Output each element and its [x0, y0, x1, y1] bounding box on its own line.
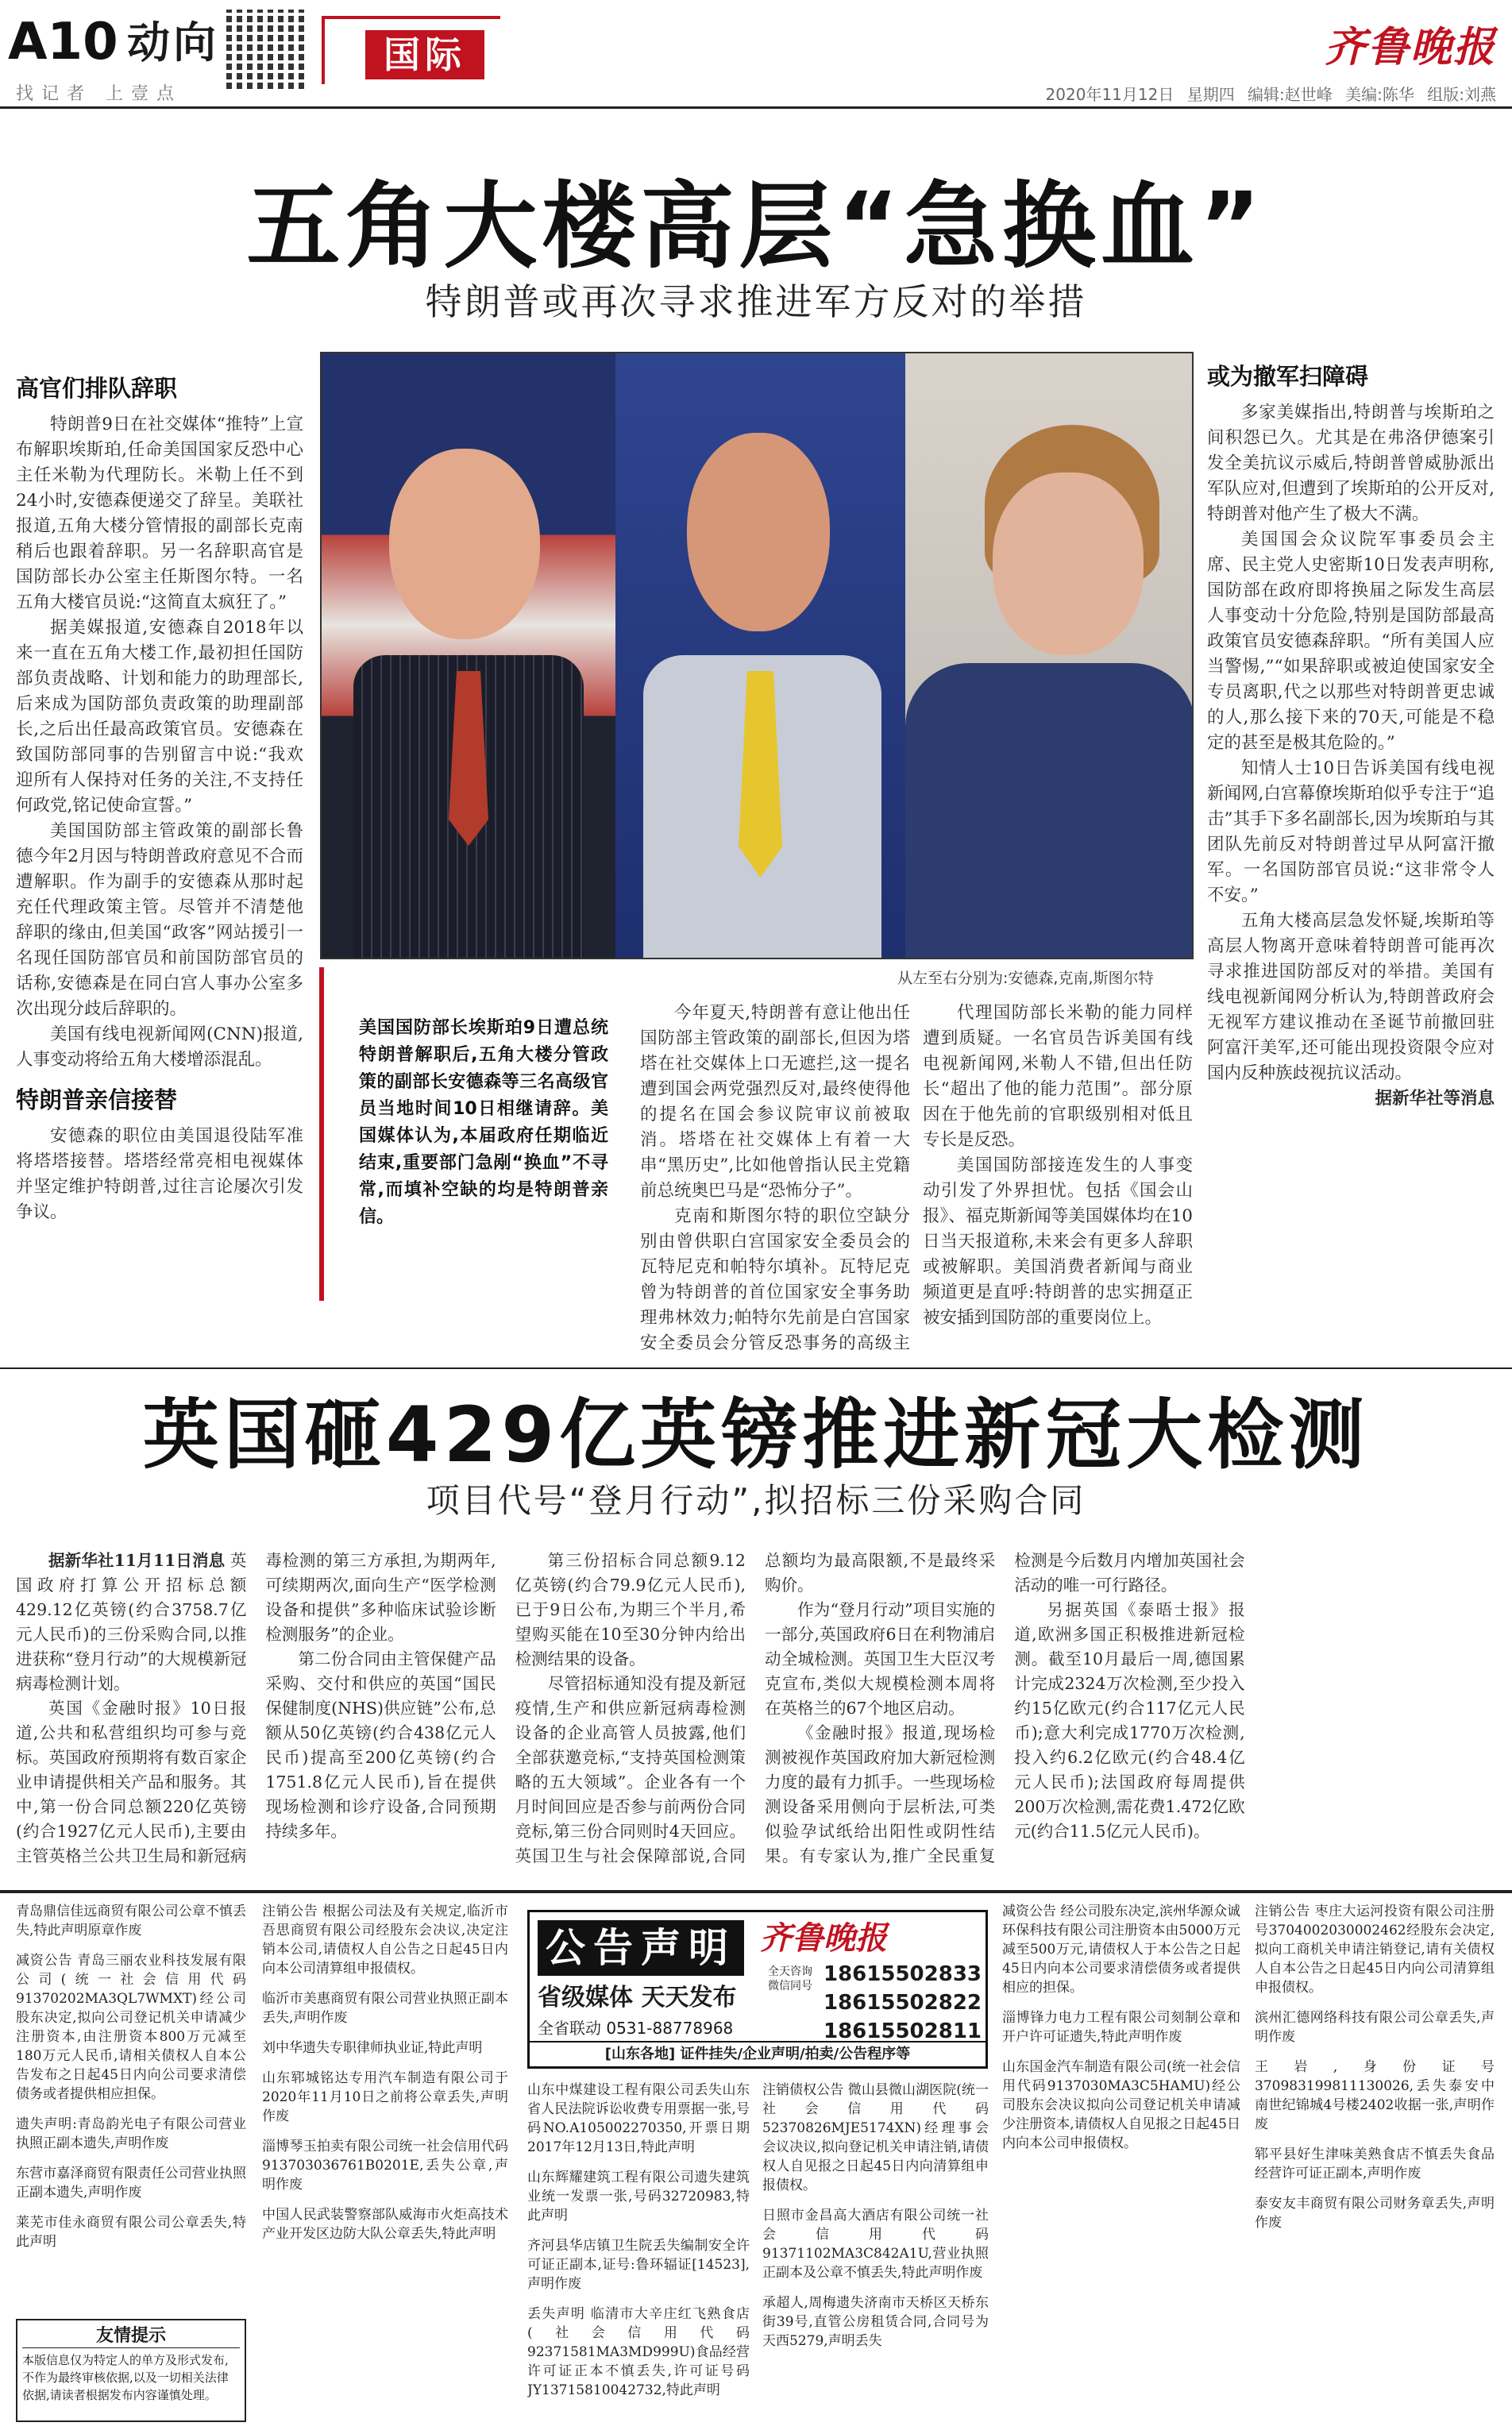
classified-ad: 淄博锋力电力工程有限公司刻制公章和开户许可证遗失,特此声明作废: [1002, 2010, 1240, 2045]
ads-col1: [16, 1902, 246, 2307]
article1-col5: [1207, 349, 1495, 1358]
paragraph: 今年夏天,特朗普有意让他出任国防部主管政策的副部长,但因为塔塔在社交媒体上口无遮拦,这一提名遭到国会两党强烈反对,最终使得他的提名在国会参议院审议前被取消。塔塔在社交媒体上有着一大串“黑历史”,比如他曾指认民主党籍前总统奥巴马是“恐怖分子”。: [640, 1003, 910, 1201]
paragraph: 代理国防部长米勒的能力同样遭到质疑。一名官员告诉美国有线电视新闻网,米勒人不错,但出任防长“超出了他的能力范围”。部分原因在于他先前的官职级别相对低且专长是反恐。: [923, 1003, 1193, 1150]
phone-number: 18615502811: [824, 2019, 982, 2043]
summary-box: 美国国防部长埃斯珀9日遭总统特朗普解职后,五角大楼分管政策的副部长安德森等三名高级官员当地时间10日相继请辞。美国媒体认为,本届政府任期临近结束,重要部门急剐“换血”不寻常,而填补空缺的均是特朗普亲信。: [319, 967, 621, 1301]
header-subline: 找记者 上壹点: [16, 84, 182, 104]
newspaper-logo: 齐鲁晚报: [1324, 23, 1496, 71]
article2-lead: 据新华社11月11日消息: [48, 1551, 226, 1570]
section-title: 动向: [127, 17, 219, 68]
face-icon: [687, 433, 830, 631]
ads-col6: [1255, 1902, 1495, 2418]
paragraph: 五角大楼高层急发怀疑,埃斯珀等高层人物离开意味着特朗普可能再次寻求推进国防部反对的举措。美国有线电视新闻网分析认为,特朗普政府会无视军方建议推动在圣诞节前撤回驻阿富汗美军,还可能出现投资限令应对国内反种族歧视抗议活动。: [1207, 911, 1495, 1083]
ads-slogan: 省级媒体 天天发布: [538, 1984, 737, 2012]
classified-ad: 泰安友丰商贸有限公司财务章丢失,声明作废: [1255, 2196, 1495, 2231]
photo-anderson: [322, 353, 615, 958]
tips-box: [16, 2319, 246, 2422]
paragraph: 知情人士10日告诉美国有线电视新闻网,白宫幕僚埃斯珀似乎专注于“追击”其手下多名副部长,因为埃斯珀与其团队先前反对特朗普过早从阿富汗撤军。一名国防部官员说:“这非常令人不安。”: [1207, 758, 1495, 905]
article-divider: [0, 1367, 1512, 1369]
classified-ad: 王岩,身份证号370983199811130026,丢失泰安中南世纪锦城4号楼2402收据一张,声明作废: [1255, 2059, 1495, 2132]
classified-ad: 承超人,周梅遗失济南市天桥区天桥东街39号,直管公房租赁合同,合同号为天西5279,声明丢失: [762, 2295, 989, 2349]
face-icon: [389, 449, 540, 639]
paragraph: 据美媒报道,安德森自2018年以来一直在五角大楼工作,最初担任国防部负责战略、计划和能力的助理部长,后来成为国防部负责政策的助理副部长,之后出任最高政策官员。安德森在致国防部同事的告别留言中说:“我欢迎所有人保持对任务的关注,不支持任何政党,铭记使命宣誓。”: [16, 618, 303, 816]
article1-subhead1: 高官们排队辞职: [16, 375, 178, 402]
ads-title: 公告声明: [538, 1920, 744, 1976]
article1-col3: [640, 1001, 910, 1358]
classified-ad: 山东国金汽车制造有限公司(统一社会信用代码9137030MA3C5HAMU)经公司股东会决议拟向公司登记机关申请减少注册资本,请债权人自见报之日起45日内向本公司申报债权。: [1002, 2059, 1240, 2151]
header-rule: [0, 106, 1512, 109]
classified-ad: 山东辉耀建筑工程有限公司遗失建筑业统一发票一张,号码32720983,特此声明: [527, 2170, 750, 2224]
phone-number: 18615502822: [824, 1991, 982, 2015]
paragraph: 美国国防部主管政策的副部长鲁德今年2月因与特朗普政府意见不合而遭解职。作为副手的安德森从那时起充任代理政策主管。尽管并不清楚他辞职的缘由,但美国“政客”网站援引一名现任国防部官员和前国防部官员的话称,安德森是在同白宫人事办公室多次出现分歧后辞职的。: [16, 821, 303, 1019]
phone-number: 18615502833: [824, 1962, 982, 1986]
ads-logo: 齐鲁晚报: [760, 1919, 887, 1957]
ads-contact: 全省联动 0531-88778968: [538, 2019, 734, 2038]
header-meta: 2020年11月12日 星期四 编辑:赵世峰 美编:陈华 组版:刘燕: [1045, 85, 1496, 104]
classified-ad: 减资公告 经公司股东决定,滨州华源众诚环保科技有限公司注册资本由5000万元减至500万元,请债权人于本公告之日起45日内向本公司要求清偿债务或者提供相应的担保。: [1002, 1904, 1240, 1996]
photo-cohen: [615, 353, 905, 958]
ads-col2: [262, 1902, 508, 2418]
paragraph: 美国有线电视新闻网(CNN)报道,人事变动将给五角大楼增添混乱。: [16, 1024, 303, 1070]
ads-categories: [山东各地] 证件挂失/企业声明/拍卖/公告程序等: [530, 2041, 986, 2066]
paragraph: 第二份合同由主管保健产品采购、交付和供应的英国“国民保健制度(NHS)供应链”公布,总额从50亿英镑(约合438亿元人民币)提高至200亿英镑(约合1751.8亿元人民币),旨在提供现场检测和诊疗设备,合同预期持续多年。: [265, 1649, 496, 1841]
tips-title: 友情提示: [22, 2325, 240, 2348]
section-tag: 国际: [365, 30, 484, 79]
classified-ad: 青岛鼎信佳远商贸有限公司公章不慎丢失,特此声明原章作废: [16, 1904, 246, 1938]
classified-ad: 注销公告 根据公司法及有关规定,临沂市吾思商贸有限公司经股东会决议,决定注销本公司,请债权人自公告之日起45日内向本公司清算组申报债权。: [262, 1904, 508, 1977]
article1-subtitle: 特朗普或再次寻求推进军方反对的举措: [425, 280, 1087, 323]
classified-ad: 莱芜市佳永商贸有限公司公章丢失,特此声明: [16, 2215, 246, 2250]
officials-photo: [320, 352, 1194, 959]
photo-stewart: [905, 353, 1194, 958]
classified-ad: 东营市嘉泽商贸有限责任公司营业执照正副本遗失,声明作废: [16, 2166, 246, 2201]
article1-col1: [16, 361, 303, 1358]
classified-ad: 遗失声明:青岛韵光电子有限公司营业执照正副本遗失,声明作废: [16, 2116, 246, 2151]
classified-ad: 中国人民武装警察部队威海市火炬高技术产业开发区边防大队公章丢失,特此声明: [262, 2207, 508, 2242]
classified-ad: 临沂市美惠商贸有限公司营业执照正副本丢失,声明作废: [262, 1991, 508, 2026]
classified-ad: 淄博琴玉拍卖有限公司统一社会信用代码913703036761B0201E,丢失公章,声明作废: [262, 2139, 508, 2193]
ads-col5: [1002, 1902, 1240, 2418]
paragraph: 英国政府打算公开招标总额429.12亿英镑(约合3758.7亿元人民币)的三份采购合同,以推进获称“登月行动”的大规模新冠病毒检测计划。: [16, 1551, 247, 1693]
photo-caption: 从左至右分别为:安德森,克南,斯图尔特: [897, 970, 1154, 987]
classified-ad: 丢失声明 临清市大辛庄红飞熟食店(社会信用代码92371581MA3MD999U)食品经营许可证正本不慎丢失,许可证号码JY13715810042732,特此声明: [527, 2306, 750, 2398]
paragraph: 特朗普9日在社交媒体“推特”上宣布解职埃斯珀,任命美国国家反恐中心主任米勒为代理防长。米勒上任不到24小时,安德森便递交了辞呈。美联社报道,五角大楼分管情报的副部长克南稍后也跟着辞职。另一名辞职高官是国防部长办公室主任斯图尔特。一名五角大楼官员说:“这简直太疯狂了。”: [16, 415, 303, 612]
article1-headline: 五角大楼高层“急换血”: [246, 172, 1266, 281]
classified-ad: 减资公告 青岛三丽农业科技发展有限公司(统一社会信用代码91370202MA3QL7WMXT)经公司股东决定,拟向公司登记机关申请减少注册资本,由注册资本800万元减至180万元人民币,请相关债权人自本公告发布之日起45日内向公司要求清偿债务或者提供相应担保。: [16, 1953, 246, 2102]
classified-ad: 山东郓城铭达专用汽车制造有限公司于2020年11月10日之前将公章丢失,声明作废: [262, 2070, 508, 2124]
page-number: A10: [8, 13, 118, 71]
paragraph: 英国《金融时报》10日报道,公共和私营组织均可参与竞标。英国政府预期将有数百家企业申请提供相关产品和服务。其中,第一份合同总额220亿英镑(约合1927亿元人民币),主要由主管英格兰公共卫生局和新冠病毒检测的第三方承担,为期两年,可续期两次,面向生产“医学检测设备和提供”多种临床试验诊断检测服务”的企业。: [16, 1551, 496, 1865]
article2-subtitle: 项目代号“登月行动”,拟招标三份采购合同: [426, 1481, 1086, 1520]
classified-ad: 注销公告 枣庄大运河投资有限公司注册号3704002030002462经股东会决定,拟向工商机关申请注销登记,请有关债权人自本公告之日起45日内向公司清算组申报债权。: [1255, 1904, 1495, 1996]
paragraph: 《金融时报》报道,现场检测被视作英国政府加大新冠检测力度的最有力抓手。一些现场检测设备采用侧向于层析法,可类似验孕试纸给出阳性或阴性结果。有专家认为,推广全民重复检测是今后数月内增加英国社会活动的唯一可行路径。: [764, 1551, 1245, 1865]
article2-headline: 英国砸429亿英镑推进新冠大检测: [142, 1391, 1370, 1479]
paragraph: 尽管招标通知没有提及新冠疫情,生产和供应新冠病毒检测设备的企业高管人员披露,他们全部获邀竞标,“支持英国检测策略的五大领域”。企业各有一个月时间回应是否参与前两份合同竞标,第三份合同则时4天回应。英国卫生与社会保障部说,合同总额均为最高限额,不是最终采购价。: [515, 1551, 996, 1865]
paragraph: 作为“登月行动”项目实施的一部分,英国政府6日在利物浦启动全城检测。英国卫生大臣汉考克宣布,类似大规模检测本周将在英格兰的67个地区启动。: [764, 1600, 996, 1718]
qr-code-icon: [226, 10, 306, 89]
article1-source: 据新华社等消息: [1375, 1089, 1495, 1109]
ads-phones: [824, 1960, 982, 2046]
classified-ad: 滨州汇德网络科技有限公司公章丢失,声明作废: [1255, 2010, 1495, 2045]
classified-ad: 日照市金昌高大酒店有限公司统一社会信用代码91371102MA3C842A1U,营业执照正副本及公章不慎丢失,特此声明作废: [762, 2208, 989, 2281]
paragraph: 美国国防部接连发生的人事变动引发了外界担忧。包括《国会山报》、福克斯新闻等美国媒体均在10日当天报道称,未来会有更多人辞职或被解职。美国消费者新闻与商业频道更是直呼:特朗普的忠实拥趸正被安插到国防部的重要岗位上。: [923, 1155, 1193, 1328]
classified-ad: 山东中煤建设工程有限公司丢失山东省人民法院诉讼收费专用票据一张,号码NO.A105002270350,开票日期2017年12月13日,特此声明: [527, 2082, 750, 2155]
ads-col4: [762, 2081, 989, 2418]
paragraph: 美国国会众议院军事委员会主席、民主党人史密斯10日发表声明称,国防部在政府即将换届之际发生高层人事变动十分危险,特别是国防部最高政策官员安德森辞职。“所有美国人应当警惕,”“如果辞职或被迫使国家安全专员离职,代之以那些对特朗普更忠诚的人,那么接下来的70天,可能是不稳定的甚至是极其危险的。”: [1207, 530, 1495, 753]
article2-body: [16, 1549, 1495, 1882]
article1-subhead2: 特朗普亲信接替: [16, 1086, 178, 1113]
paragraph: 第三份招标合同总额9.12亿英镑(约合79.9亿元人民币),已于9日公布,为期三个半月,希望购买能在10至30分钟内给出检测结果的设备。: [515, 1551, 746, 1668]
classified-ad: 郓平县好生津味美熟食店不慎丢失食品经营许可证正副本,声明作废: [1255, 2147, 1495, 2181]
article1-subhead3: 或为撤军扫障碍: [1207, 363, 1369, 390]
tips-text: 本版信息仅为特定人的单方及形式发布,不作为最终审核依据,以及一切相关法律依据,请读者根据发布内容谨慎处理。: [22, 2353, 229, 2402]
paragraph: 克南和斯图尔特的职位空缺分别由曾供职白宫国家安全委员会的瓦特尼克和帕特尔填补。瓦特尼克曾为特朗普的首位国家安全事务助理弗林效力;帕特尔先前是白宫国家安全委员会分管反恐事务的高级主: [640, 1206, 910, 1353]
paragraph: 多家美媒指出,特朗普与埃斯珀之间积怨已久。尤其是在弗洛伊德案引发全美抗议示威后,特朗普曾威胁派出军队应对,但遭到了埃斯珀的公开反对,特朗普对他产生了极大不满。: [1207, 403, 1495, 524]
paragraph: 安德森的职位由美国退役陆军准将塔塔接替。塔塔经常亮相电视媒体并坚定维护特朗普,过往言论屡次引发争议。: [16, 1126, 303, 1222]
paragraph: 另据英国《泰晤士报》报道,欧洲多国正积极推进新冠检测。截至10月最后一周,德国累计完成2324万次检测,至少投入约15亿欧元(约合117亿元人民币);意大利完成1770万次检测,投入约6.2亿欧元(约合48.4亿元人民币);法国政府每周提供200万次检测,需花费1.472亿欧元(约合11.5亿元人民币)。: [1014, 1600, 1245, 1841]
classified-ad: 刘中华遗失专职律师执业证,特此声明: [262, 2040, 483, 2056]
ads-phone-label: 全天咨询 微信同号: [768, 1965, 812, 1992]
classified-ad: 注销债权公告 微山县微山湖医院(统一社会信用代码52370826MJE5174XN)经理事会会议决议,拟向登记机关申请注销,请债权人自见报之日起45日内向清算组申报债权。: [762, 2082, 989, 2193]
ads-header: [527, 1910, 988, 2069]
classified-ad: 齐河县华店镇卫生院丢失编制安全许可证正副本,证号:鲁环辐证[14523],声明作废: [527, 2238, 750, 2292]
ads-divider: [0, 1890, 1512, 1893]
article1-col4: [923, 1001, 1193, 1358]
face-icon: [993, 473, 1144, 655]
ads-col3: [527, 2081, 750, 2418]
